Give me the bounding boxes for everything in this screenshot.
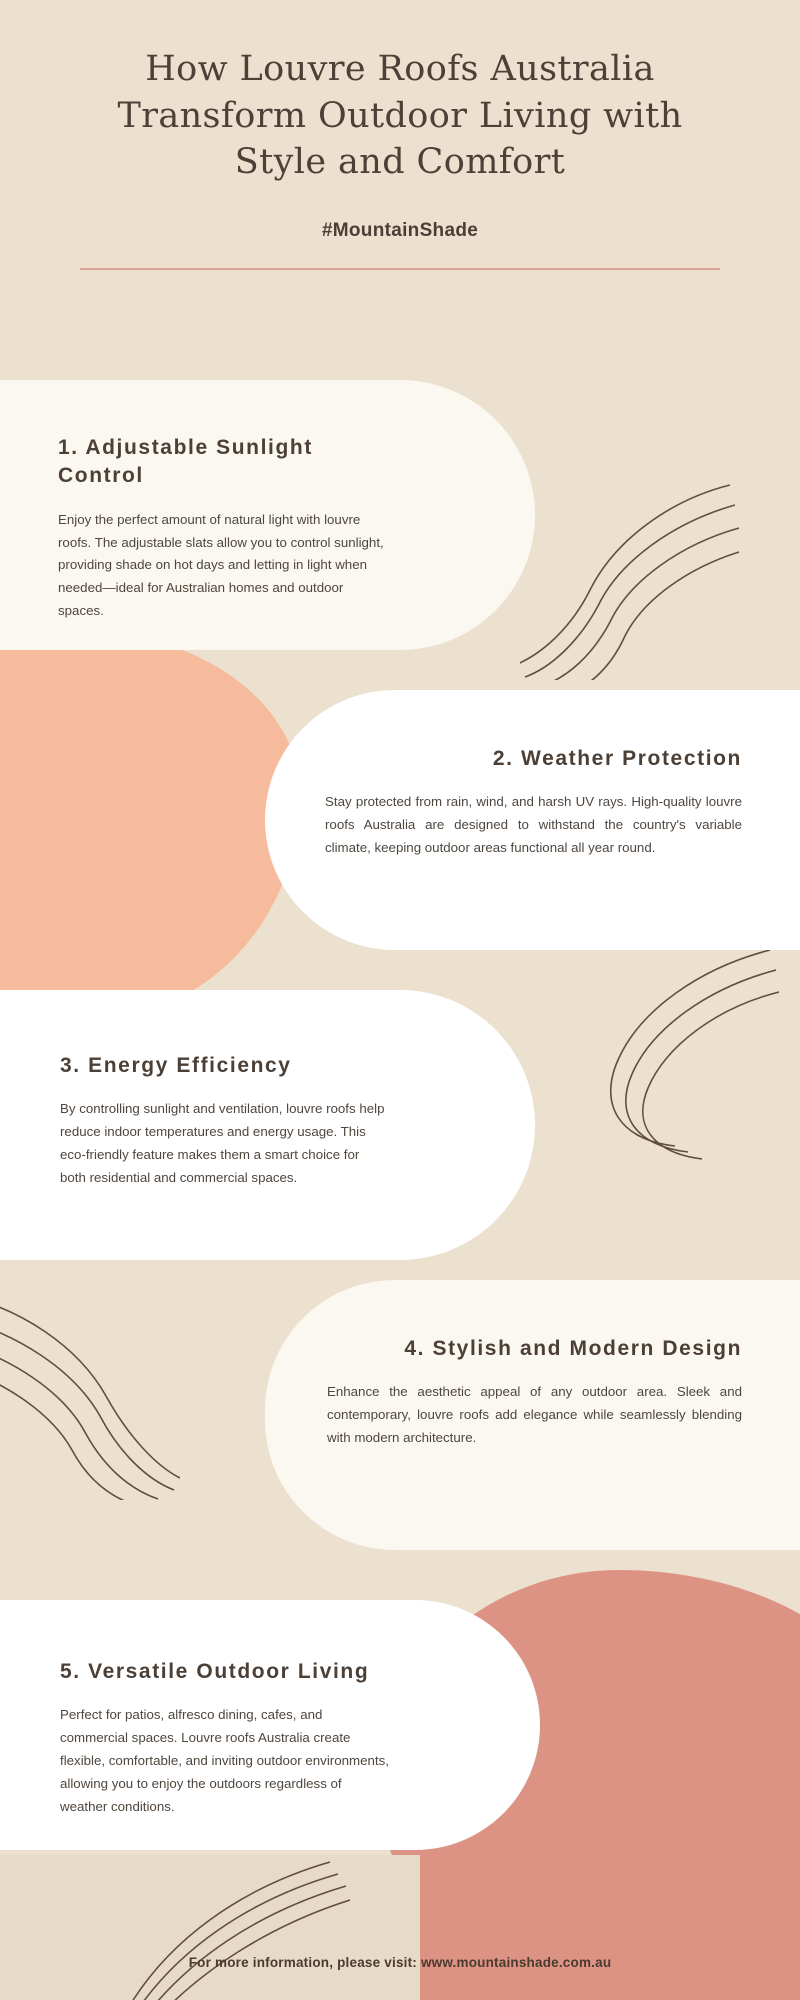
footer-contact-text: For more information, please visit: www.mountainshade.com.au: [188, 1955, 612, 1970]
hashtag-label: #MountainShade: [321, 219, 479, 241]
benefit-card-1: [0, 380, 535, 650]
benefit-body: Stay protected from rain, wind, and harsh UV rays. High-quality louvre roofs Australia are designed to withstand the country's variable climate, keeping outdoor areas functional all year round.: [325, 794, 742, 856]
swirl-lines-icon: [130, 1860, 350, 2000]
benefit-body: Enhance the aesthetic appeal of any outdoor area. Sleek and contemporary, louvre roofs add elegance while seamlessly blending with modern architecture.: [327, 1384, 742, 1446]
benefit-heading: 4. Stylish and Modern Design: [404, 1337, 742, 1360]
benefit-card-5: [0, 1600, 540, 1850]
swirl-lines-icon: [0, 1290, 180, 1500]
benefit-card-2: [265, 690, 800, 950]
benefit-heading: 2. Weather Protection: [492, 747, 742, 770]
page-title: How Louvre Roofs Australia Transform Outdoor Living with Style and Comfort: [117, 49, 683, 183]
benefit-body: Perfect for patios, alfresco dining, cafes, and commercial spaces. Louvre roofs Australia create flexible, comfortable, and inviting outdoor environments, allowing you to enjoy the outdoors regardless of weather conditions.: [60, 1707, 389, 1814]
benefit-heading: 5. Versatile Outdoor Living: [60, 1660, 370, 1683]
benefit-card-3: [0, 990, 535, 1260]
swirl-lines-icon: [520, 480, 740, 680]
header: [0, 0, 800, 270]
benefit-body: By controlling sunlight and ventilation, louvre roofs help reduce indoor temperatures and energy usage. This eco-friendly feature makes them a smart choice for both residential and commercial spaces.: [60, 1101, 385, 1185]
benefit-heading: 3. Energy Efficiency: [60, 1054, 292, 1077]
peach-blob-shape: [0, 630, 300, 1020]
swirl-lines-icon: [580, 950, 780, 1160]
footer-band-rose: [420, 1855, 800, 2000]
divider-rule: [80, 268, 720, 270]
benefit-card-4: [265, 1280, 800, 1550]
benefit-heading: 1. Adjustable Sunlight Control: [58, 436, 313, 488]
benefit-body: Enjoy the perfect amount of natural light with louvre roofs. The adjustable slats allow you to control sunlight, providing shade on hot days and letting in light when needed—ideal for Australian homes and outdoor spaces.: [58, 511, 384, 619]
